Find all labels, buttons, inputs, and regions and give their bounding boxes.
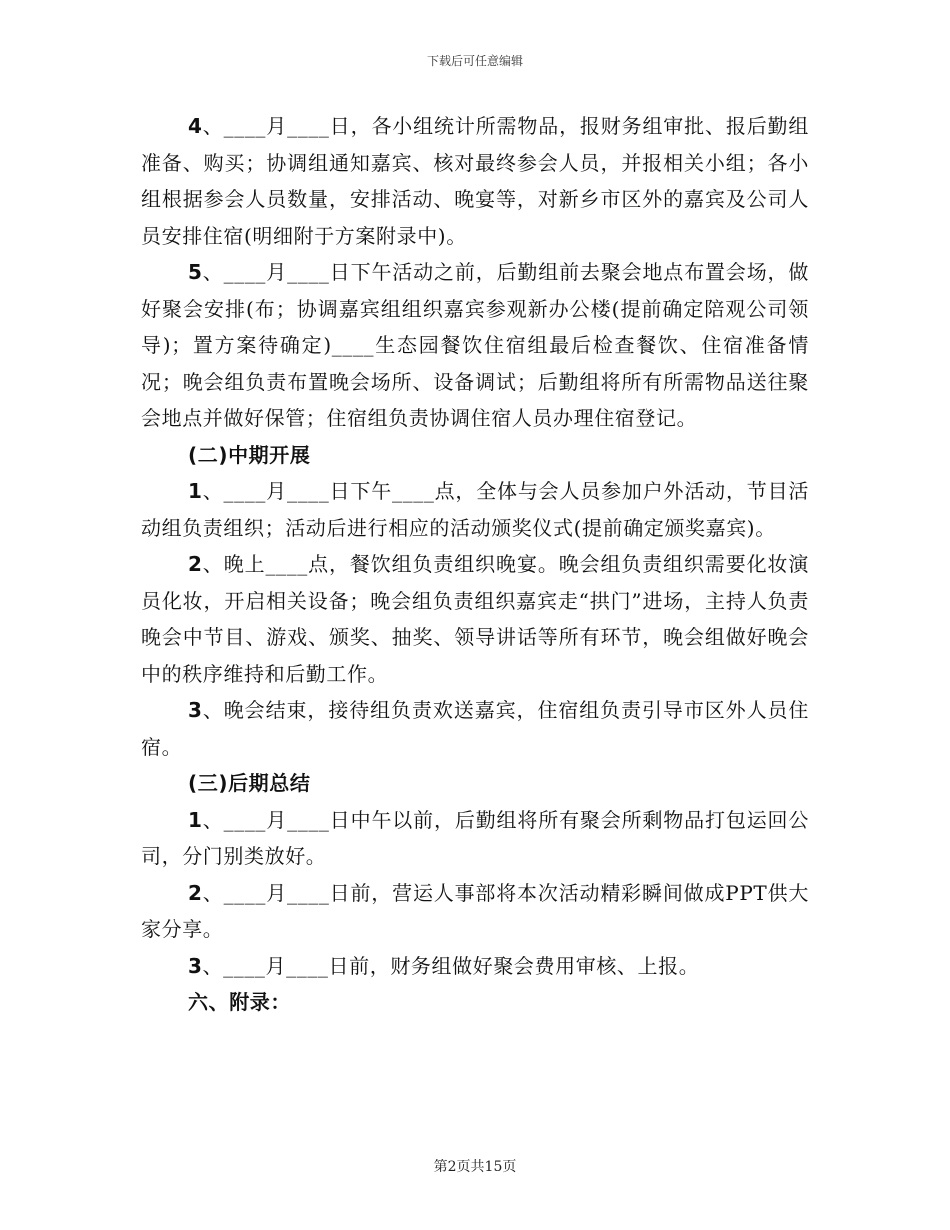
section-heading-mid-stage: (二)中期开展 [188, 442, 311, 467]
item-number: 2 [188, 552, 203, 576]
item-number: 3 [188, 698, 203, 722]
header-note: 下载后可任意编辑 [426, 54, 523, 68]
paragraph-late-1 [141, 802, 809, 875]
paragraph-4 [141, 108, 809, 254]
paragraph-mid-1 [141, 473, 809, 546]
paragraph-mid-2 [141, 546, 809, 692]
document-body [141, 108, 809, 1021]
paragraph-text: 、____月____日中午以前，后勤组将所有聚会所剩物品打包运回公司，分门别类放好。 [141, 807, 809, 868]
paragraph-text: 、____月____日，各小组统计所需物品，报财务组审批、报后勤组准备、购买；协调组通知嘉宾、核对最终参会人员，并报相关小组；各小组根据参会人员数量，安排活动、晚宴等，对新乡市区外的嘉宾及公司人员安排住宿(明细附于方案附录中)。 [141, 114, 809, 248]
page-number: 第2页共15页 [433, 1159, 517, 1175]
item-number: 1 [188, 479, 203, 503]
paragraph-text: 、晚上____点，餐饮组负责组织晚宴。晚会组负责组织需要化妆演员化妆，开启相关设备；晚会组负责组织嘉宾走“拱门”进场，主持人负责晚会中节目、游戏、颁奖、抽奖、领导讲话等所有环节，晚会组做好晚会中的秩序维持和后勤工作。 [141, 552, 809, 686]
item-number: 4 [188, 114, 203, 138]
paragraph-text: 、____月____日下午活动之前，后勤组前去聚会地点布置会场，做好聚会安排(布；协调嘉宾组组织嘉宾参观新办公楼(提前确定陪观公司领导)；置方案待确定)____生态园餐饮住宿组最后检查餐饮、住宿准备情况；晚会组负责布置晚会场所、设备调试；后勤组将所有所需物品送往聚会地点并做好保管；住宿组负责协调住宿人员办理住宿登记。 [141, 260, 809, 430]
paragraph-mid-3 [141, 692, 809, 765]
item-number: 1 [188, 807, 203, 832]
item-number: 3 [188, 953, 203, 978]
item-number: 5 [188, 260, 203, 284]
paragraph-text: 、____月____日前，财务组做好聚会费用审核、上报。 [202, 953, 700, 978]
section-heading-late-stage: (三)后期总结 [188, 771, 311, 795]
paragraph-text: 、____月____日下午____点，全体与会人员参加户外活动，节目活动组负责组织；活动后进行相应的活动颁奖仪式(提前确定颁奖嘉宾)。 [141, 479, 809, 540]
paragraph-text: 、晚会结束，接待组负责欢送嘉宾，住宿组负责引导市区外人员住宿。 [141, 698, 809, 759]
item-number: 2 [188, 880, 203, 905]
paragraph-5 [141, 254, 809, 437]
paragraph-late-2 [141, 875, 809, 948]
section-heading-appendix: 六、附录： [188, 990, 291, 1014]
paragraph-late-3 [141, 948, 809, 985]
paragraph-text: 、____月____日前，营运人事部将本次活动精彩瞬间做成PPT供大家分享。 [141, 880, 809, 941]
